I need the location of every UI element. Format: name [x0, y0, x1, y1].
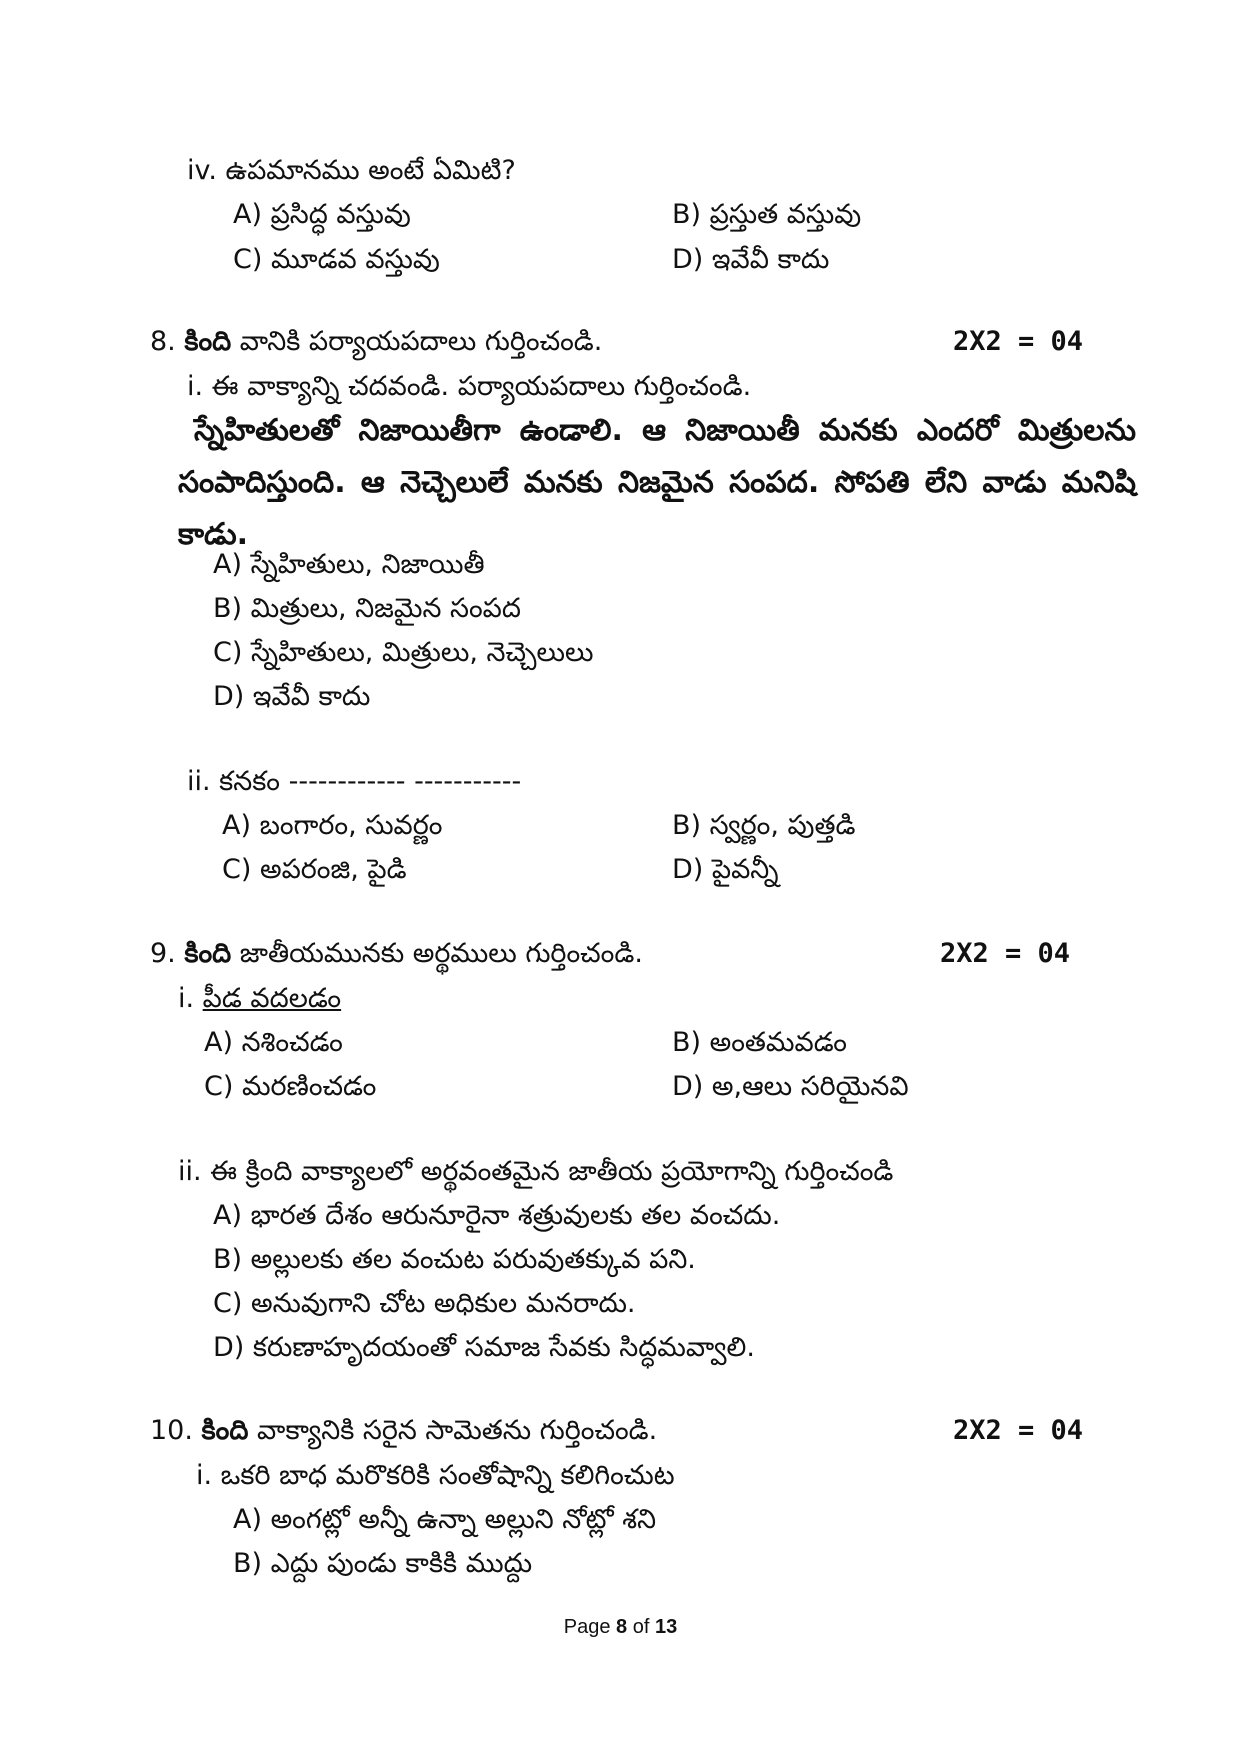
page-current: 8 [616, 1616, 628, 1638]
option-a: A) ప్రసిద్ధ వస్తువు [233, 199, 411, 230]
question-number: 10. [150, 1415, 193, 1446]
option-b: B) అంతమవడం [672, 1027, 847, 1058]
option-d: D) కరుణాహృదయంతో సమాజ సేవకు సిద్ధమవ్వాలి. [213, 1332, 755, 1363]
option-b: B) అల్లులకు తల వంచుట పరువుతక్కువ పని. [213, 1244, 696, 1275]
option-d: D) ఇవేవీ కాదు [213, 681, 371, 712]
question-10-heading [150, 1412, 657, 1450]
option-b: B) ఎద్దు పుండు కాకికి ముద్దు [233, 1548, 533, 1579]
question-keyword: కింది [184, 326, 232, 357]
option-d: D) పైవన్నీ [672, 854, 779, 885]
option-a: A) స్నేహితులు, నిజాయితీ [213, 549, 485, 580]
marks-label: 2X2 = 04 [953, 326, 1084, 357]
question-7-iv: iv. ఉపమానము అంటే ఏమిటి? [187, 155, 516, 186]
option-b: B) ప్రస్తుత వస్తువు [672, 199, 862, 230]
page-of-word: of [627, 1616, 655, 1638]
question-10-i: i. ఒకరి బాధ మరొకరికి సంతోషాన్ని కలిగించుట [196, 1460, 675, 1491]
page-total: 13 [654, 1616, 678, 1638]
question-title: వానికి పర్యాయపదాలు గుర్తించండి. [231, 326, 603, 357]
option-c: C) స్నేహితులు, మిత్రులు, నెచ్చెలులు [213, 637, 594, 668]
passage-text: స్నేహితులతో నిజాయితీగా ఉండాలి. ఆ నిజాయితీ మనకు ఎందరో మిత్రులను సంపాదిస్తుంది. ఆ నెచ్చెలులే మనకు నిజమైన సంపద. సోపతి లేని వాడు మనిషి కాడు. [178, 413, 1136, 552]
question-number: 9. [150, 938, 176, 969]
option-d: D) అ,ఆలు సరియైనవి [672, 1071, 909, 1102]
option-b: B) స్వర్ణం, పుత్తడి [672, 810, 856, 841]
page-footer [0, 1616, 1241, 1639]
option-c: C) మరణించడం [204, 1071, 377, 1102]
question-8-heading [150, 323, 602, 361]
question-prefix: i. [178, 983, 203, 1014]
question-9-i [178, 980, 341, 1018]
option-a: A) బంగారం, సువర్ణం [222, 810, 443, 841]
question-title: జాతీయమునకు అర్థములు గుర్తించండి. [231, 938, 643, 969]
question-keyword: కింది [184, 938, 232, 969]
option-a: A) అంగట్లో అన్నీ ఉన్నా అల్లుని నోట్లో శని [233, 1504, 657, 1535]
idiom-text: పీడ వదలడం [202, 983, 342, 1014]
question-number: 8. [150, 326, 176, 357]
option-c: C) మూడవ వస్తువు [233, 244, 440, 275]
option-c: C) అనువుగాని చోట అధికుల మనరాదు. [213, 1288, 636, 1319]
marks-label: 2X2 = 04 [953, 1415, 1084, 1446]
option-a: A) భారత దేశం ఆరునూరైనా శత్రువులకు తల వంచదు. [213, 1200, 781, 1231]
question-keyword: కింది [201, 1415, 249, 1446]
question-8-i: i. ఈ వాక్యాన్ని చదవండి. పర్యాయపదాలు గుర్తించండి. [187, 371, 752, 402]
option-d: D) ఇవేవీ కాదు [672, 244, 830, 275]
marks-label: 2X2 = 04 [940, 938, 1071, 969]
option-b: B) మిత్రులు, నిజమైన సంపద [213, 593, 521, 624]
passage [178, 405, 1136, 561]
question-9-ii: ii. ఈ క్రింది వాక్యాలలో అర్థవంతమైన జాతీయ ప్రయోగాన్ని గుర్తించండి [178, 1156, 894, 1187]
option-c: C) అపరంజి, పైడి [222, 854, 407, 885]
option-a: A) నశించడం [204, 1027, 343, 1058]
page-word: Page [563, 1616, 617, 1638]
question-title: వాక్యానికి సరైన సామెతను గుర్తించండి. [248, 1415, 658, 1446]
question-8-ii: ii. కనకం ------------ ----------- [187, 766, 522, 797]
question-9-heading [150, 935, 643, 973]
